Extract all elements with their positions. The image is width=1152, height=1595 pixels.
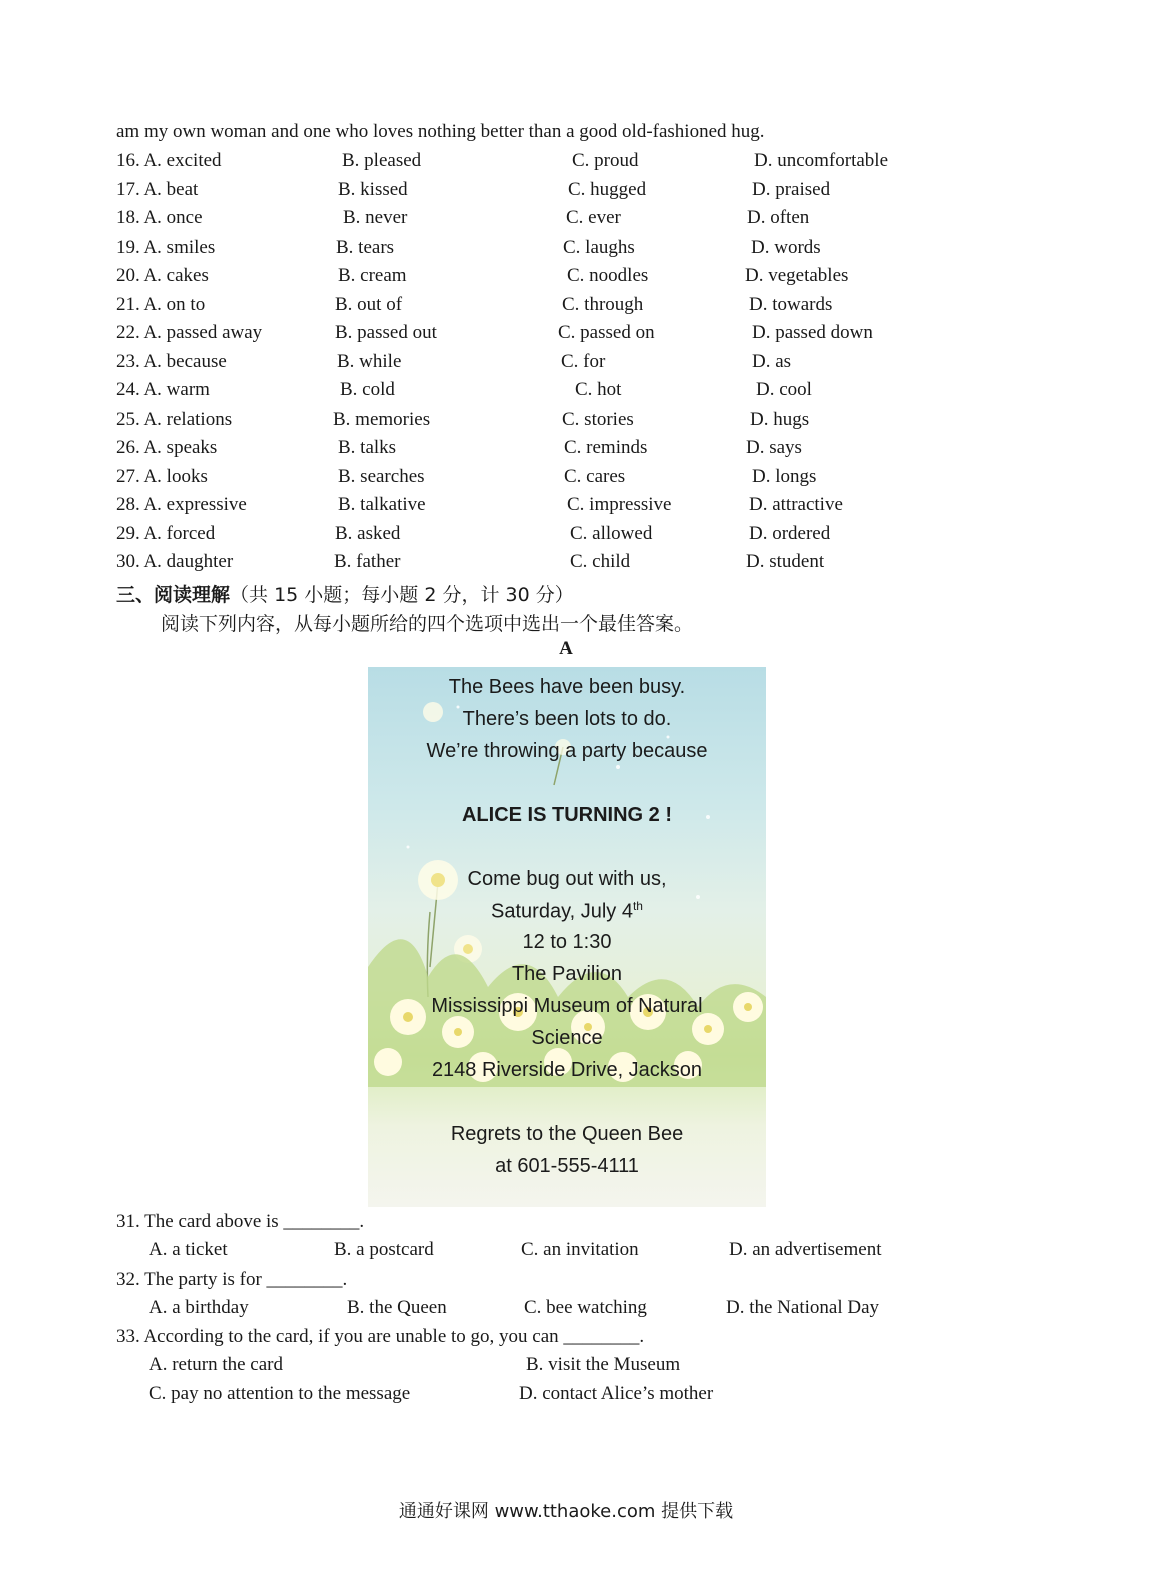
section-title: 阅读理解 bbox=[154, 584, 231, 606]
option-row bbox=[116, 237, 936, 265]
option-b: B. father bbox=[334, 551, 401, 572]
option-a: 24. A. warm bbox=[116, 379, 210, 400]
question-option: C. an invitation bbox=[521, 1239, 639, 1260]
option-row bbox=[116, 466, 936, 494]
option-row bbox=[116, 551, 936, 579]
option-a: 22. A. passed away bbox=[116, 322, 263, 343]
option-c: C. through bbox=[562, 294, 644, 315]
card-date-text: Saturday, July 4 bbox=[491, 900, 633, 923]
option-c: C. impressive bbox=[567, 494, 672, 515]
card-line: We’re throwing a party because bbox=[426, 740, 708, 762]
option-d: D. student bbox=[746, 551, 825, 572]
option-b: B. memories bbox=[333, 409, 431, 430]
question-option: A. return the card bbox=[149, 1354, 283, 1375]
option-b: B. never bbox=[343, 207, 408, 228]
option-b: B. searches bbox=[338, 466, 425, 487]
option-b: B. kissed bbox=[338, 179, 408, 200]
card-place: The Pavilion bbox=[511, 963, 623, 985]
option-d: D. cool bbox=[756, 379, 812, 400]
card-rsvp: Regrets to the Queen Bee bbox=[450, 1123, 684, 1145]
option-d: D. hugs bbox=[750, 409, 810, 430]
card-headline: ALICE IS TURNING 2 ! bbox=[461, 804, 672, 826]
option-b: B. cold bbox=[340, 379, 395, 400]
option-d: D. towards bbox=[749, 294, 833, 315]
option-a: 23. A. because bbox=[116, 351, 227, 372]
option-d: D. attractive bbox=[749, 494, 843, 515]
question-stem: 33. According to the card, if you are unable to go, you can ________. bbox=[116, 1326, 645, 1347]
option-c: C. hot bbox=[575, 379, 622, 400]
card-line: The Bees have been busy. bbox=[448, 676, 686, 698]
option-d: D. passed down bbox=[752, 322, 873, 343]
section-instruction: 阅读下列内容，从每小题所给的四个选项中选出一个最佳答案。 bbox=[161, 613, 694, 635]
option-row bbox=[116, 207, 936, 235]
option-a: 20. A. cakes bbox=[116, 265, 209, 286]
option-row bbox=[116, 150, 936, 178]
option-row bbox=[116, 409, 936, 437]
option-d: D. ordered bbox=[749, 523, 831, 544]
option-a: 21. A. on to bbox=[116, 294, 206, 315]
option-row bbox=[116, 494, 936, 522]
option-d: D. longs bbox=[752, 466, 817, 487]
card-date bbox=[368, 899, 766, 924]
option-b: B. out of bbox=[335, 294, 403, 315]
question-option: D. the National Day bbox=[726, 1297, 880, 1318]
question-option: B. visit the Museum bbox=[526, 1354, 681, 1375]
question-option: C. bee watching bbox=[524, 1297, 647, 1318]
option-a: 27. A. looks bbox=[116, 466, 208, 487]
option-row bbox=[116, 294, 936, 322]
option-d: D. often bbox=[747, 207, 810, 228]
option-c: C. child bbox=[570, 551, 631, 572]
question-option: A. a birthday bbox=[149, 1297, 249, 1318]
question-stem: 32. The party is for ________. bbox=[116, 1269, 348, 1290]
option-row bbox=[116, 351, 936, 379]
option-row bbox=[116, 523, 936, 551]
question-stem: 31. The card above is ________. bbox=[116, 1211, 365, 1232]
option-d: D. uncomfortable bbox=[754, 150, 889, 171]
question-option: B. a postcard bbox=[334, 1239, 434, 1260]
section-heading bbox=[116, 580, 574, 607]
option-row bbox=[116, 265, 936, 293]
card-address: 2148 Riverside Drive, Jackson bbox=[431, 1059, 703, 1081]
option-c: C. proud bbox=[572, 150, 639, 171]
option-c: C. noodles bbox=[567, 265, 649, 286]
option-d: D. words bbox=[751, 237, 821, 258]
card-phone: at 601-555-4111 bbox=[495, 1155, 639, 1177]
card-venue-line: Science bbox=[531, 1027, 603, 1049]
option-d: D. as bbox=[752, 351, 792, 372]
option-c: C. reminds bbox=[564, 437, 648, 458]
passage-last-line: am my own woman and one who loves nothing better than a good old-fashioned hug. bbox=[116, 121, 765, 142]
option-b: B. passed out bbox=[335, 322, 437, 343]
question-option: D. contact Alice’s mother bbox=[519, 1383, 714, 1404]
option-c: C. cares bbox=[564, 466, 626, 487]
option-a: 28. A. expressive bbox=[116, 494, 247, 515]
option-d: D. says bbox=[746, 437, 802, 458]
option-a: 29. A. forced bbox=[116, 523, 216, 544]
option-c: C. stories bbox=[562, 409, 634, 430]
invitation-card bbox=[368, 667, 766, 1207]
card-time: 12 to 1:30 bbox=[522, 931, 612, 953]
option-b: B. tears bbox=[336, 237, 395, 258]
option-a: 16. A. excited bbox=[116, 150, 222, 171]
option-row bbox=[116, 322, 936, 350]
option-a: 19. A. smiles bbox=[116, 237, 216, 258]
option-row bbox=[116, 379, 936, 407]
option-a: 17. A. beat bbox=[116, 179, 199, 200]
option-row bbox=[116, 437, 936, 465]
card-line: There’s been lots to do. bbox=[462, 708, 672, 730]
option-row bbox=[116, 179, 936, 207]
section-number: 三、 bbox=[116, 584, 155, 606]
option-c: C. for bbox=[561, 351, 606, 372]
option-b: B. cream bbox=[338, 265, 407, 286]
option-c: C. hugged bbox=[568, 179, 647, 200]
option-d: D. vegetables bbox=[745, 265, 849, 286]
question-option: C. pay no attention to the message bbox=[149, 1383, 411, 1404]
question-option: A. a ticket bbox=[149, 1239, 228, 1260]
page-footer: 通通好课网 www.tthaoke.com 提供下载 bbox=[398, 1501, 734, 1522]
option-b: B. pleased bbox=[342, 150, 422, 171]
question-option: D. an advertisement bbox=[729, 1239, 882, 1260]
option-a: 18. A. once bbox=[116, 207, 203, 228]
option-c: C. laughs bbox=[563, 237, 635, 258]
card-line: Come bug out with us, bbox=[467, 868, 667, 890]
option-b: B. while bbox=[337, 351, 402, 372]
option-b: B. talkative bbox=[338, 494, 426, 515]
option-a: 26. A. speaks bbox=[116, 437, 218, 458]
option-b: B. talks bbox=[338, 437, 397, 458]
passage-label: A bbox=[559, 638, 573, 659]
option-a: 25. A. relations bbox=[116, 409, 233, 430]
option-c: C. ever bbox=[566, 207, 621, 228]
option-c: C. passed on bbox=[558, 322, 655, 343]
option-b: B. asked bbox=[335, 523, 401, 544]
option-a: 30. A. daughter bbox=[116, 551, 234, 572]
question-option: B. the Queen bbox=[347, 1297, 447, 1318]
card-venue-line: Mississippi Museum of Natural bbox=[431, 995, 703, 1017]
option-c: C. allowed bbox=[570, 523, 653, 544]
option-d: D. praised bbox=[752, 179, 831, 200]
card-date-suffix: th bbox=[632, 899, 643, 913]
section-note: （共 15 小题；每小题 2 分，计 30 分） bbox=[230, 584, 574, 606]
